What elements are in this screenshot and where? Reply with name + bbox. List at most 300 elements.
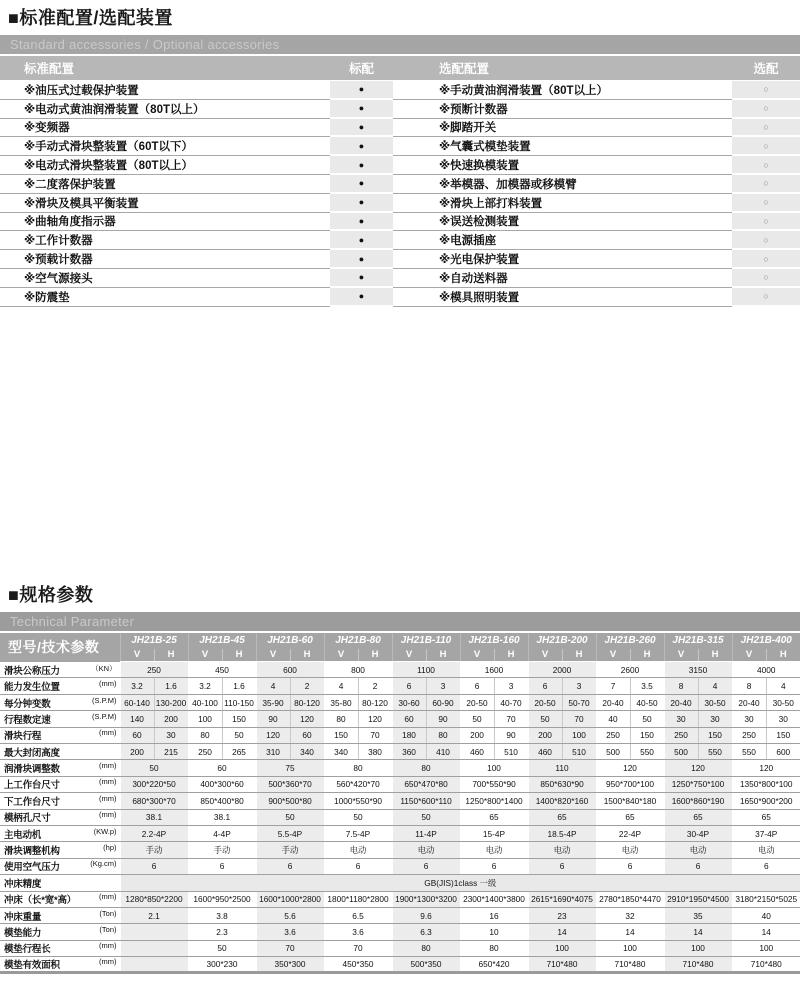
optional-item-label: ※滑块上部打料装置 [393,194,732,213]
optional-mark: ○ [732,250,800,269]
spec-cell-v: 20-40 [732,694,766,710]
spec-cell: 450*350 [324,957,392,973]
spec-cell: 14 [664,924,732,940]
spec-cell: 100 [596,940,664,956]
spec-cell-v: 30 [664,711,698,727]
spec-row [0,924,800,940]
spec-cell: 6.3 [392,924,460,940]
spec-cell [120,940,188,956]
spec-row-header [0,694,120,710]
spec-row-label: 冲床重量 [4,911,42,923]
spec-cell: 120 [596,760,664,776]
spec-cell: 32 [596,907,664,923]
spec-cell-h: 215 [154,744,188,760]
spec-row [0,809,800,825]
spec-cell: 650*420 [460,957,528,973]
spec-cell-h: 510 [494,744,528,760]
optional-item-label: ※电源插座 [393,231,732,250]
accessories-section [0,0,800,307]
spec-cell: 650*470*80 [392,776,460,792]
spec-cell-v: 550 [732,744,766,760]
optional-item-label: ※快速换模装置 [393,156,732,175]
spec-cell: 手动 [120,842,188,858]
spec-cell: 710*480 [664,957,732,973]
subcolumn-v-header: V [324,649,358,662]
spec-row-label: 模垫能力 [4,928,42,939]
specs-table-head [0,633,800,662]
spec-row-header [0,891,120,907]
spec-row-label: 能力发生位置 [4,682,60,694]
spec-cell-h: 40-70 [494,694,528,710]
spec-cell-h: 30 [698,711,732,727]
spec-row-unit: (Kg.cm) [90,859,117,869]
spec-cell-h: 120 [358,711,392,727]
spec-row-header [0,809,120,825]
spec-row-label: 模垫有效面积 [4,960,60,972]
spec-cell: 1150*600*110 [392,793,460,809]
subcolumn-h-header: H [562,649,596,662]
spec-cell-h: 1.6 [154,678,188,694]
subcolumn-v-header: V [596,649,630,662]
spec-cell: 100 [664,940,732,956]
spec-row-unit: (S.P.M) [92,695,117,705]
spec-cell-h: 90 [426,711,460,727]
spec-row-unit: (S.P.M) [92,711,117,721]
optional-item-label: ※预断计数器 [393,100,732,119]
spec-cell: 800 [324,662,392,678]
optional-mark: ○ [732,194,800,213]
spec-cell: 14 [528,924,596,940]
optional-item-label: ※自动送料器 [393,269,732,288]
spec-row-header [0,793,120,809]
spec-cell-v: 7 [596,678,630,694]
spec-cell: 450 [188,662,256,678]
spec-row-unit: (mm) [99,793,117,803]
spec-row-unit: (hp) [103,843,117,853]
spec-row [0,711,800,727]
spec-cell: 3150 [664,662,732,678]
model-header: JH21B-45 [188,633,256,649]
accessory-row [0,175,800,194]
spec-cell: 1600*950*2500 [188,891,256,907]
spec-cell: 手动 [256,842,324,858]
spec-cell-v: 3.2 [120,678,154,694]
spec-row-label: 上工作台尺寸 [4,780,60,792]
spec-cell-v: 60 [392,711,426,727]
spec-span-value: GB(JIS)1class 一级 [120,875,800,891]
spec-cell: 38.1 [120,809,188,825]
accessory-row [0,137,800,156]
spec-cell-v: 6 [392,678,426,694]
spec-cell: 1600*1000*2800 [256,891,324,907]
spec-cell-v: 50 [528,711,562,727]
spec-cell: 1350*800*100 [732,776,800,792]
spec-cell-h: 600 [766,744,800,760]
model-header: JH21B-315 [664,633,732,649]
spec-cell-h: 80-120 [358,694,392,710]
standard-item-label: ※变频器 [0,119,330,138]
spec-cell-v: 200 [460,727,494,743]
spec-row [0,858,800,874]
spec-cell-v: 340 [324,744,358,760]
spec-row-label: 使用空气压力 [4,862,60,874]
spec-cell-v: 20-40 [664,694,698,710]
spec-corner-header: 型号/技术参数 [0,633,120,662]
spec-cell: 6 [392,858,460,874]
spec-row-unit: (mm) [99,957,117,967]
spec-cell: 18.5-4P [528,825,596,841]
spec-cell: 40 [732,907,800,923]
spec-cell: 70 [256,940,324,956]
standard-mark: ● [330,119,393,138]
spec-cell: 2910*1950*4500 [664,891,732,907]
standard-mark: ● [330,213,393,232]
spec-cell-h: 4 [766,678,800,694]
spec-cell: 1600*860*190 [664,793,732,809]
spec-row [0,678,800,694]
spec-cell: 23 [528,907,596,923]
spec-row-header [0,875,120,891]
spec-row-label: 模柄孔尺寸 [4,813,51,825]
spec-cell: 100 [528,940,596,956]
spec-cell: 15-4P [460,825,528,841]
standard-mark: ● [330,156,393,175]
spec-cell-h: 120 [290,711,324,727]
spec-cell [120,957,188,973]
spec-cell: 10 [460,924,528,940]
spec-cell-v: 35-80 [324,694,358,710]
spec-row-header [0,957,120,973]
standard-mark: ● [330,81,393,100]
spec-cell: 电动 [732,842,800,858]
spec-cell: 14 [732,924,800,940]
spec-cell-h: 70 [358,727,392,743]
standard-item-label: ※手动式滑块整装置（60T以下） [0,137,330,156]
spec-cell-v: 4 [324,678,358,694]
spec-cell: 6 [188,858,256,874]
model-header: JH21B-200 [528,633,596,649]
spec-cell: 6 [596,858,664,874]
subcolumn-v-header: V [188,649,222,662]
accessory-row [0,231,800,250]
spec-cell-v: 100 [188,711,222,727]
spec-cell: 250 [120,662,188,678]
accessory-row [0,194,800,213]
spec-row [0,825,800,841]
spec-cell-h: 90 [494,727,528,743]
spec-cell-v: 360 [392,744,426,760]
standard-mark: ● [330,288,393,307]
spec-cell: 710*480 [596,957,664,973]
spec-cell-v: 60-140 [120,694,154,710]
spec-row-header [0,678,120,694]
standard-item-label: ※滑块及模具平衡装置 [0,194,330,213]
optional-mark: ○ [732,175,800,194]
spec-row-unit: (mm) [99,941,117,951]
spec-cell: 700*550*90 [460,776,528,792]
spec-row-header [0,842,120,858]
spec-cell-h: 80 [426,727,460,743]
accessories-rows [0,81,800,307]
spec-row [0,957,800,973]
standard-mark-header: 标配 [348,62,374,76]
spec-cell: 电动 [392,842,460,858]
subcolumn-h-header: H [698,649,732,662]
spec-cell: 6 [460,858,528,874]
spec-cell-h: 130-200 [154,694,188,710]
optional-mark: ○ [732,119,800,138]
optional-column-header: 选配配置 [439,62,490,76]
subcolumn-h-header: H [358,649,392,662]
spec-cell-h: 70 [562,711,596,727]
spec-cell: 50 [256,809,324,825]
spec-cell: 1250*750*100 [664,776,732,792]
spec-cell-h: 340 [290,744,324,760]
model-header: JH21B-160 [460,633,528,649]
spec-cell-v: 40 [596,711,630,727]
model-header: JH21B-25 [120,633,188,649]
spec-cell: 37-4P [732,825,800,841]
spec-cell-v: 120 [256,727,290,743]
spec-row [0,842,800,858]
spec-cell: 2600 [596,662,664,678]
spec-cell: 7.5-4P [324,825,392,841]
spec-cell-v: 200 [120,744,154,760]
subcolumn-v-header: V [256,649,290,662]
spec-row [0,940,800,956]
spec-cell: 50 [324,809,392,825]
spec-cell-v: 30-60 [392,694,426,710]
spec-cell-h: 3 [426,678,460,694]
accessories-banner: Standard accessories / Optional accessories [0,35,800,54]
spec-cell: 2780*1850*4470 [596,891,664,907]
spec-cell: 9.6 [392,907,460,923]
spec-cell-h: 150 [630,727,664,743]
spec-row [0,662,800,678]
spec-cell-v: 80 [324,711,358,727]
spec-cell-v: 250 [664,727,698,743]
spec-cell-h: 150 [222,711,256,727]
spec-cell-v: 250 [732,727,766,743]
spec-cell: 2000 [528,662,596,678]
spec-cell: 100 [460,760,528,776]
spec-row-label: 行程数定速 [4,714,51,726]
spec-cell: 900*500*80 [256,793,324,809]
spec-row-header [0,924,120,940]
spec-cell: 120 [732,760,800,776]
spec-cell: 6 [120,858,188,874]
specs-section [0,584,800,975]
optional-mark: ○ [732,213,800,232]
standard-item-label: ※曲轴角度指示器 [0,213,330,232]
subcolumn-h-header: H [766,649,800,662]
accessory-row [0,213,800,232]
spec-row-header [0,907,120,923]
spec-cell: 11-4P [392,825,460,841]
spec-row [0,760,800,776]
spec-cell: 80 [392,940,460,956]
optional-item-label: ※手动黄油润滑装置（80T以上） [393,81,732,100]
spec-row-label: 滑块公称压力 [4,665,60,677]
standard-item-label: ※防震垫 [0,288,330,307]
spec-cell: 2.3 [188,924,256,940]
spec-row-label: 模垫行程长 [4,944,51,956]
spec-cell: 4000 [732,662,800,678]
spec-row-label: 冲床（长*宽*高） [4,895,77,907]
optional-mark: ○ [732,269,800,288]
spec-cell: 500*360*70 [256,776,324,792]
spec-cell: 100 [732,940,800,956]
spec-row-unit: (mm) [99,777,117,787]
spec-cell: 1280*850*2200 [120,891,188,907]
spec-row [0,727,800,743]
spec-cell: 3.8 [188,907,256,923]
optional-mark-header: 选配 [753,62,779,76]
spec-cell: 手动 [188,842,256,858]
spec-cell-v: 80 [188,727,222,743]
accessories-title: ■标准配置/选配装置 [8,8,173,28]
spec-cell: 75 [256,760,324,776]
spec-cell: 1400*820*160 [528,793,596,809]
subcolumn-h-header: H [222,649,256,662]
standard-item-label: ※预载计数器 [0,250,330,269]
spec-cell-h: 510 [562,744,596,760]
spec-cell: 80 [324,760,392,776]
model-header: JH21B-60 [256,633,324,649]
optional-item-label: ※误送检测装置 [393,213,732,232]
spec-cell: 2.1 [120,907,188,923]
spec-cell: 500*350 [392,957,460,973]
spec-row-header [0,940,120,956]
subcolumn-v-header: V [732,649,766,662]
spec-cell-v: 90 [256,711,290,727]
spec-cell: 电动 [460,842,528,858]
standard-mark: ● [330,194,393,213]
spec-cell-h: 60-90 [426,694,460,710]
spec-cell-h: 30-50 [698,694,732,710]
spec-cell: 50 [392,809,460,825]
spec-cell: 2.2-4P [120,825,188,841]
spec-cell: 2615*1690*4075 [528,891,596,907]
spec-cell: 16 [460,907,528,923]
spec-cell-v: 500 [664,744,698,760]
spec-cell-v: 460 [528,744,562,760]
spec-cell-h: 150 [766,727,800,743]
spec-row [0,744,800,760]
spec-row-unit: (mm) [99,679,117,689]
spec-cell: 6 [256,858,324,874]
spec-cell-v: 8 [664,678,698,694]
spec-row-label: 下工作台尺寸 [4,796,60,808]
spec-cell: 110 [528,760,596,776]
spec-row-header [0,744,120,760]
accessory-row [0,250,800,269]
spec-cell-h: 3.5 [630,678,664,694]
model-header: JH21B-400 [732,633,800,649]
optional-item-label: ※气囊式模垫装置 [393,137,732,156]
spec-cell: 65 [732,809,800,825]
spec-cell-h: 3 [562,678,596,694]
spec-cell: 2300*1400*3800 [460,891,528,907]
spec-cell: 65 [596,809,664,825]
spec-cell-h: 110-150 [222,694,256,710]
spec-cell-v: 6 [460,678,494,694]
spec-row-label: 润滑块调整数 [4,764,60,776]
spec-cell: 14 [596,924,664,940]
spec-cell: 3180*2150*5025 [732,891,800,907]
spec-cell-v: 4 [256,678,290,694]
spec-cell-h: 2 [290,678,324,694]
spec-cell-h: 550 [630,744,664,760]
standard-mark: ● [330,269,393,288]
optional-mark: ○ [732,81,800,100]
optional-mark: ○ [732,100,800,119]
spec-cell-h: 80-120 [290,694,324,710]
spec-row-unit: (Ton) [99,908,117,918]
spec-cell: 50 [188,940,256,956]
spec-cell: 850*400*80 [188,793,256,809]
spec-cell-v: 20-50 [528,694,562,710]
spec-cell-h: 150 [698,727,732,743]
subcolumn-v-header: V [120,649,154,662]
accessories-header-row [0,56,800,80]
spec-cell: 850*630*90 [528,776,596,792]
specs-table-body [0,662,800,973]
optional-mark: ○ [732,137,800,156]
spec-cell-v: 3.2 [188,678,222,694]
standard-item-label: ※油压式过载保护装置 [0,81,330,100]
spec-cell: 22-4P [596,825,664,841]
spec-cell: 80 [392,760,460,776]
spec-cell: 300*230 [188,957,256,973]
spec-cell-h: 200 [154,711,188,727]
spec-row-header [0,776,120,792]
spec-cell: 1800*1180*2800 [324,891,392,907]
model-header: JH21B-80 [324,633,392,649]
spec-row [0,907,800,923]
subcolumn-h-header: H [630,649,664,662]
subcolumn-h-header: H [290,649,324,662]
spec-cell-h: 265 [222,744,256,760]
spec-cell: 1900*1300*3200 [392,891,460,907]
spec-cell: 电动 [528,842,596,858]
spec-cell: 710*480 [528,957,596,973]
spec-cell: 80 [460,940,528,956]
spec-cell-v: 20-40 [596,694,630,710]
spec-row-header [0,760,120,776]
accessory-row [0,288,800,307]
accessory-row [0,100,800,119]
spec-cell: 6 [664,858,732,874]
spec-cell: 1000*550*90 [324,793,392,809]
spec-cell: 950*700*100 [596,776,664,792]
spec-row-header [0,858,120,874]
spec-row [0,875,800,891]
standard-item-label: ※电动式滑块整装置（80T以上） [0,156,330,175]
spec-cell-v: 20-50 [460,694,494,710]
spec-cell-h: 1.6 [222,678,256,694]
specs-banner: Technical Parameter [0,612,800,631]
spec-cell-v: 460 [460,744,494,760]
spec-cell-h: 50 [222,727,256,743]
optional-item-label: ※举模器、加模器或移模臂 [393,175,732,194]
spec-cell: 65 [664,809,732,825]
accessory-row [0,156,800,175]
spec-row [0,891,800,907]
subcolumn-h-header: H [154,649,188,662]
subcolumn-v-header: V [460,649,494,662]
spec-cell-h: 380 [358,744,392,760]
